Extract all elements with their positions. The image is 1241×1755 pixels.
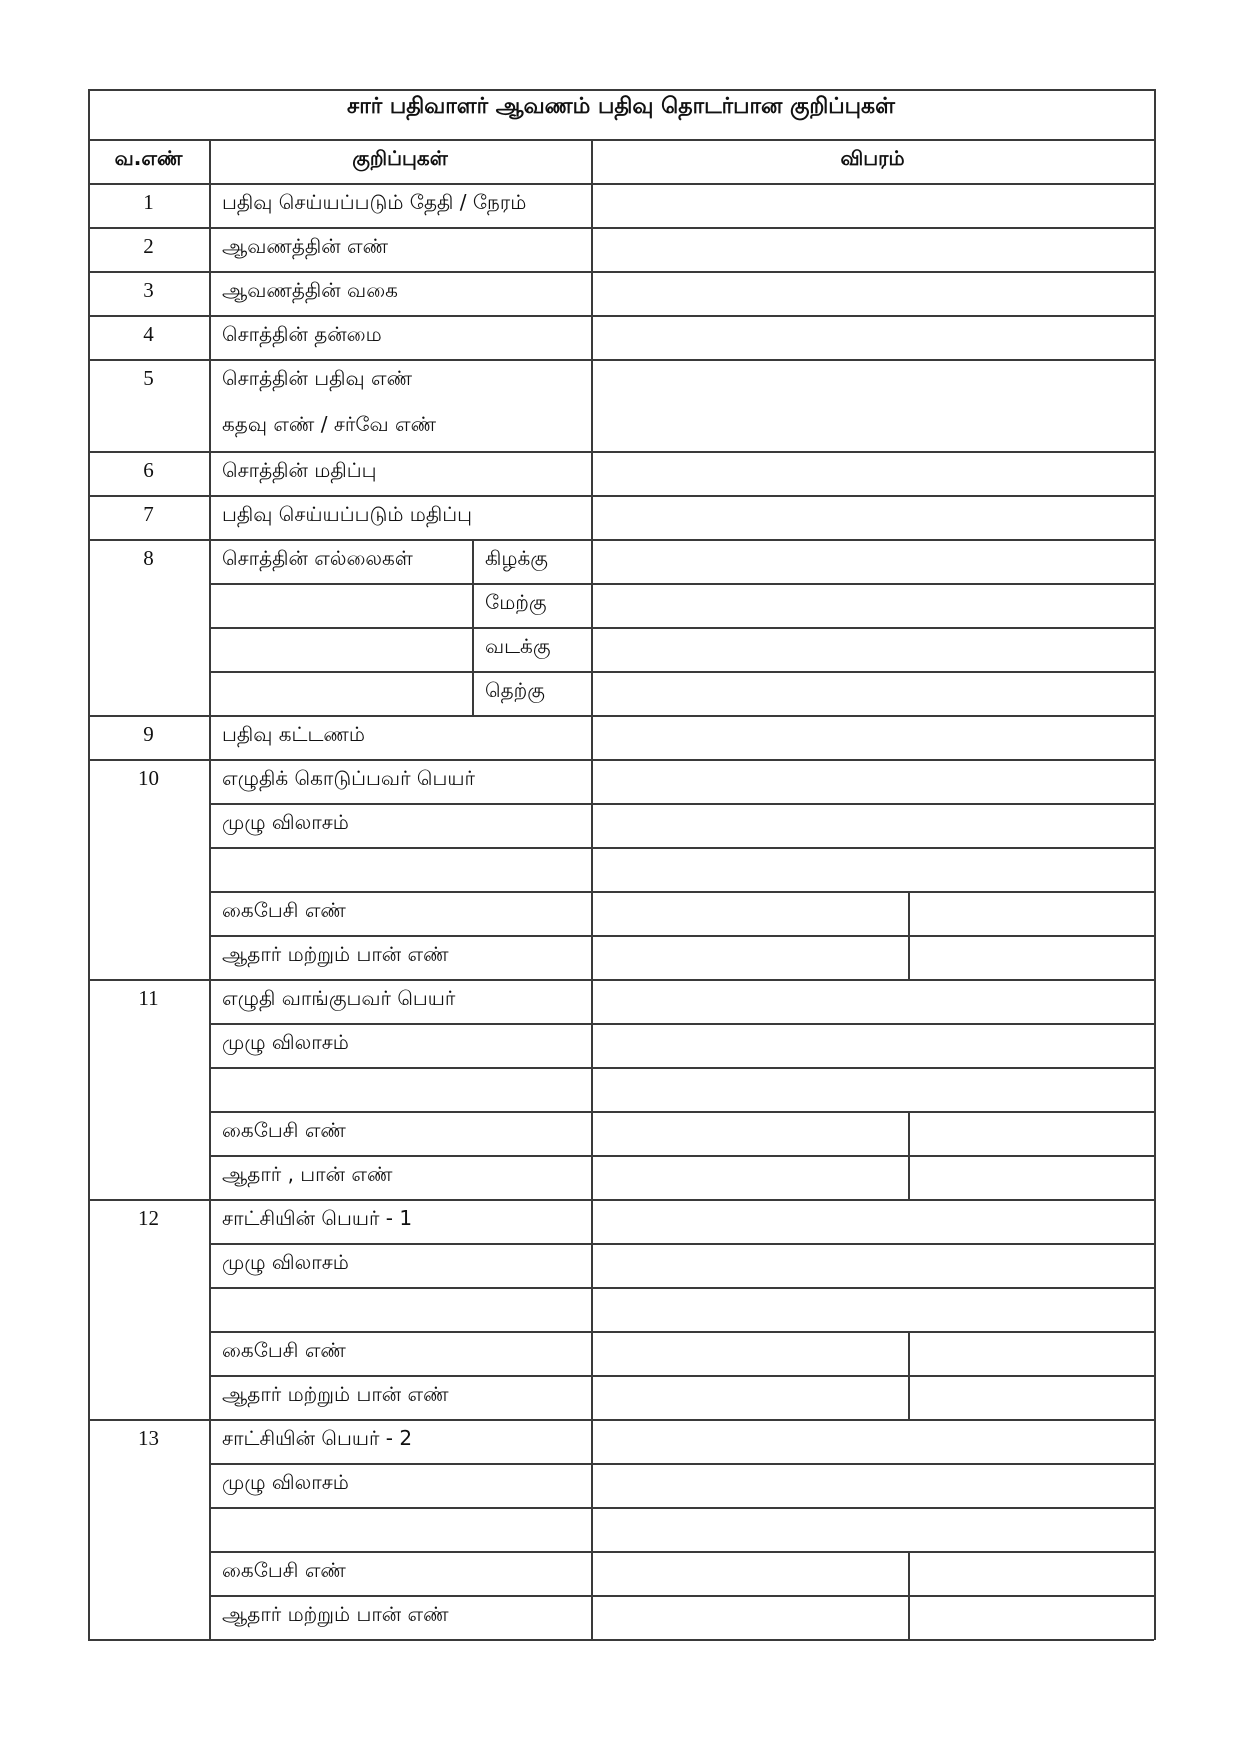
party-mobile-label: கைபேசி எண் — [222, 1338, 346, 1362]
sub-row-line — [209, 935, 1154, 937]
party-address-continued-field[interactable] — [593, 1069, 1152, 1109]
row-2-field[interactable] — [593, 229, 1152, 269]
row-label: ஆவணத்தின் எண் — [222, 234, 389, 258]
row-divider — [88, 1639, 1154, 1641]
sub-row-line — [209, 1463, 1154, 1465]
table-right-border — [1154, 89, 1156, 1640]
row-label: பதிவு செய்யப்படும் தேதி / நேரம் — [222, 190, 527, 214]
row-7-field[interactable] — [593, 497, 1152, 537]
boundary-north-label: வடக்கு — [485, 634, 551, 658]
party-mobile-extra-field[interactable] — [910, 893, 1152, 933]
serial-number: 7 — [143, 502, 154, 526]
party-aadhaar-pan-label: ஆதார் மற்றும் பான் எண் — [222, 1602, 449, 1626]
sub-row-line — [209, 671, 1154, 673]
sub-row-line — [209, 627, 1154, 629]
party-address-continued-field[interactable] — [593, 849, 1152, 889]
split-column-line — [908, 891, 910, 979]
sub-row-line — [209, 1243, 1154, 1245]
party-address-label: முழு விலாசம் — [222, 1030, 349, 1054]
sub-row-line — [209, 1507, 1154, 1509]
header-notes: குறிப்புகள் — [352, 146, 448, 170]
title-divider — [88, 139, 1154, 141]
sub-row-line — [209, 1331, 1154, 1333]
party-name-field[interactable] — [593, 761, 1152, 801]
party-aadhaar-pan-extra-field[interactable] — [910, 1157, 1152, 1197]
party-aadhaar-pan-extra-field[interactable] — [910, 1377, 1152, 1417]
party-aadhaar-pan-label: ஆதார் , பான் எண் — [222, 1162, 393, 1186]
party-mobile-extra-field[interactable] — [910, 1553, 1152, 1593]
serial-number: 1 — [143, 190, 154, 214]
row-label: சொத்தின் தன்மை — [222, 322, 382, 346]
header-details: விபரம் — [840, 146, 905, 170]
party-aadhaar-pan-field[interactable] — [593, 1157, 906, 1197]
serial-number: 9 — [143, 722, 154, 746]
serial-number: 12 — [138, 1206, 159, 1230]
row-label: பதிவு செய்யப்படும் மதிப்பு — [222, 502, 473, 526]
party-mobile-field[interactable] — [593, 1333, 906, 1373]
header-serial-number: வ.எண் — [114, 146, 183, 170]
sub-row-line — [209, 1375, 1154, 1377]
sub-row-line — [209, 891, 1154, 893]
notes-column-line — [591, 139, 593, 1639]
party-name-label: எழுதிக் கொடுப்பவர் பெயர் — [222, 766, 475, 790]
serial-number: 11 — [138, 986, 159, 1010]
sub-row-line — [209, 1111, 1154, 1113]
boundaries-direction-column — [472, 539, 474, 715]
row-9-field[interactable] — [593, 717, 1152, 757]
party-mobile-field[interactable] — [593, 1113, 906, 1153]
boundary-west-label: மேற்கு — [485, 590, 547, 614]
boundary-east-label: கிழக்கு — [485, 546, 548, 570]
row-1-field[interactable] — [593, 185, 1152, 225]
table-top-border — [88, 89, 1154, 91]
boundary-south-field[interactable] — [593, 673, 1152, 713]
split-column-line — [908, 1111, 910, 1199]
split-column-line — [908, 1331, 910, 1419]
party-mobile-field[interactable] — [593, 893, 906, 933]
party-aadhaar-pan-extra-field[interactable] — [910, 937, 1152, 977]
party-address-label: முழு விலாசம் — [222, 810, 349, 834]
sub-row-line — [209, 583, 1154, 585]
party-address-field[interactable] — [593, 1025, 1152, 1065]
party-aadhaar-pan-field[interactable] — [593, 1377, 906, 1417]
party-mobile-extra-field[interactable] — [910, 1333, 1152, 1373]
boundary-north-field[interactable] — [593, 629, 1152, 669]
row-label: சொத்தின் பதிவு எண் — [222, 366, 413, 390]
party-name-field[interactable] — [593, 1201, 1152, 1241]
boundary-east-field[interactable] — [593, 541, 1152, 581]
serial-number: 6 — [143, 458, 154, 482]
row-4-field[interactable] — [593, 317, 1152, 357]
party-aadhaar-pan-field[interactable] — [593, 1597, 906, 1637]
sub-row-line — [209, 1595, 1154, 1597]
boundaries-label: சொத்தின் எல்லைகள் — [222, 546, 413, 570]
party-address-label: முழு விலாசம் — [222, 1470, 349, 1494]
party-aadhaar-pan-extra-field[interactable] — [910, 1597, 1152, 1637]
serial-number: 5 — [143, 366, 154, 390]
form-title: சார் பதிவாளர் ஆவணம் பதிவு தொடர்பான குறிப்புகள் — [347, 94, 895, 119]
row-label: சொத்தின் மதிப்பு — [222, 458, 377, 482]
party-name-label: சாட்சியின் பெயர் - 1 — [222, 1206, 413, 1230]
sub-row-line — [209, 803, 1154, 805]
party-mobile-label: கைபேசி எண் — [222, 898, 346, 922]
sub-row-line — [209, 1551, 1154, 1553]
boundary-south-label: தெற்கு — [485, 678, 545, 702]
sub-row-line — [209, 1067, 1154, 1069]
table-left-border — [88, 89, 90, 1640]
serial-number: 2 — [143, 234, 154, 258]
serial-column-line — [209, 139, 211, 1639]
party-mobile-field[interactable] — [593, 1553, 906, 1593]
party-address-field[interactable] — [593, 805, 1152, 845]
party-mobile-label: கைபேசி எண் — [222, 1558, 346, 1582]
row-6-field[interactable] — [593, 453, 1152, 493]
serial-number: 8 — [143, 546, 154, 570]
sub-row-line — [209, 1155, 1154, 1157]
boundary-west-field[interactable] — [593, 585, 1152, 625]
party-aadhaar-pan-field[interactable] — [593, 937, 906, 977]
row-5-field[interactable] — [593, 361, 1152, 449]
serial-number: 10 — [138, 766, 159, 790]
row-label-secondary: கதவு எண் / சர்வே எண் — [222, 412, 437, 436]
party-aadhaar-pan-label: ஆதார் மற்றும் பான் எண் — [222, 942, 449, 966]
split-column-line — [908, 1551, 910, 1639]
sub-row-line — [209, 1287, 1154, 1289]
row-label: ஆவணத்தின் வகை — [222, 278, 398, 302]
party-name-field[interactable] — [593, 1421, 1152, 1461]
party-address-label: முழு விலாசம் — [222, 1250, 349, 1274]
party-name-field[interactable] — [593, 981, 1152, 1021]
serial-number: 13 — [138, 1426, 159, 1450]
party-address-continued-field[interactable] — [593, 1289, 1152, 1329]
party-mobile-extra-field[interactable] — [910, 1113, 1152, 1153]
party-address-field[interactable] — [593, 1245, 1152, 1285]
sub-row-line — [209, 847, 1154, 849]
party-name-label: எழுதி வாங்குபவர் பெயர் — [222, 986, 456, 1010]
party-address-continued-field[interactable] — [593, 1509, 1152, 1549]
serial-number: 4 — [143, 322, 154, 346]
sub-row-line — [209, 1023, 1154, 1025]
row-label: பதிவு கட்டணம் — [222, 722, 365, 746]
party-address-field[interactable] — [593, 1465, 1152, 1505]
serial-number: 3 — [143, 278, 154, 302]
party-aadhaar-pan-label: ஆதார் மற்றும் பான் எண் — [222, 1382, 449, 1406]
row-3-field[interactable] — [593, 273, 1152, 313]
party-name-label: சாட்சியின் பெயர் - 2 — [222, 1426, 413, 1450]
party-mobile-label: கைபேசி எண் — [222, 1118, 346, 1142]
